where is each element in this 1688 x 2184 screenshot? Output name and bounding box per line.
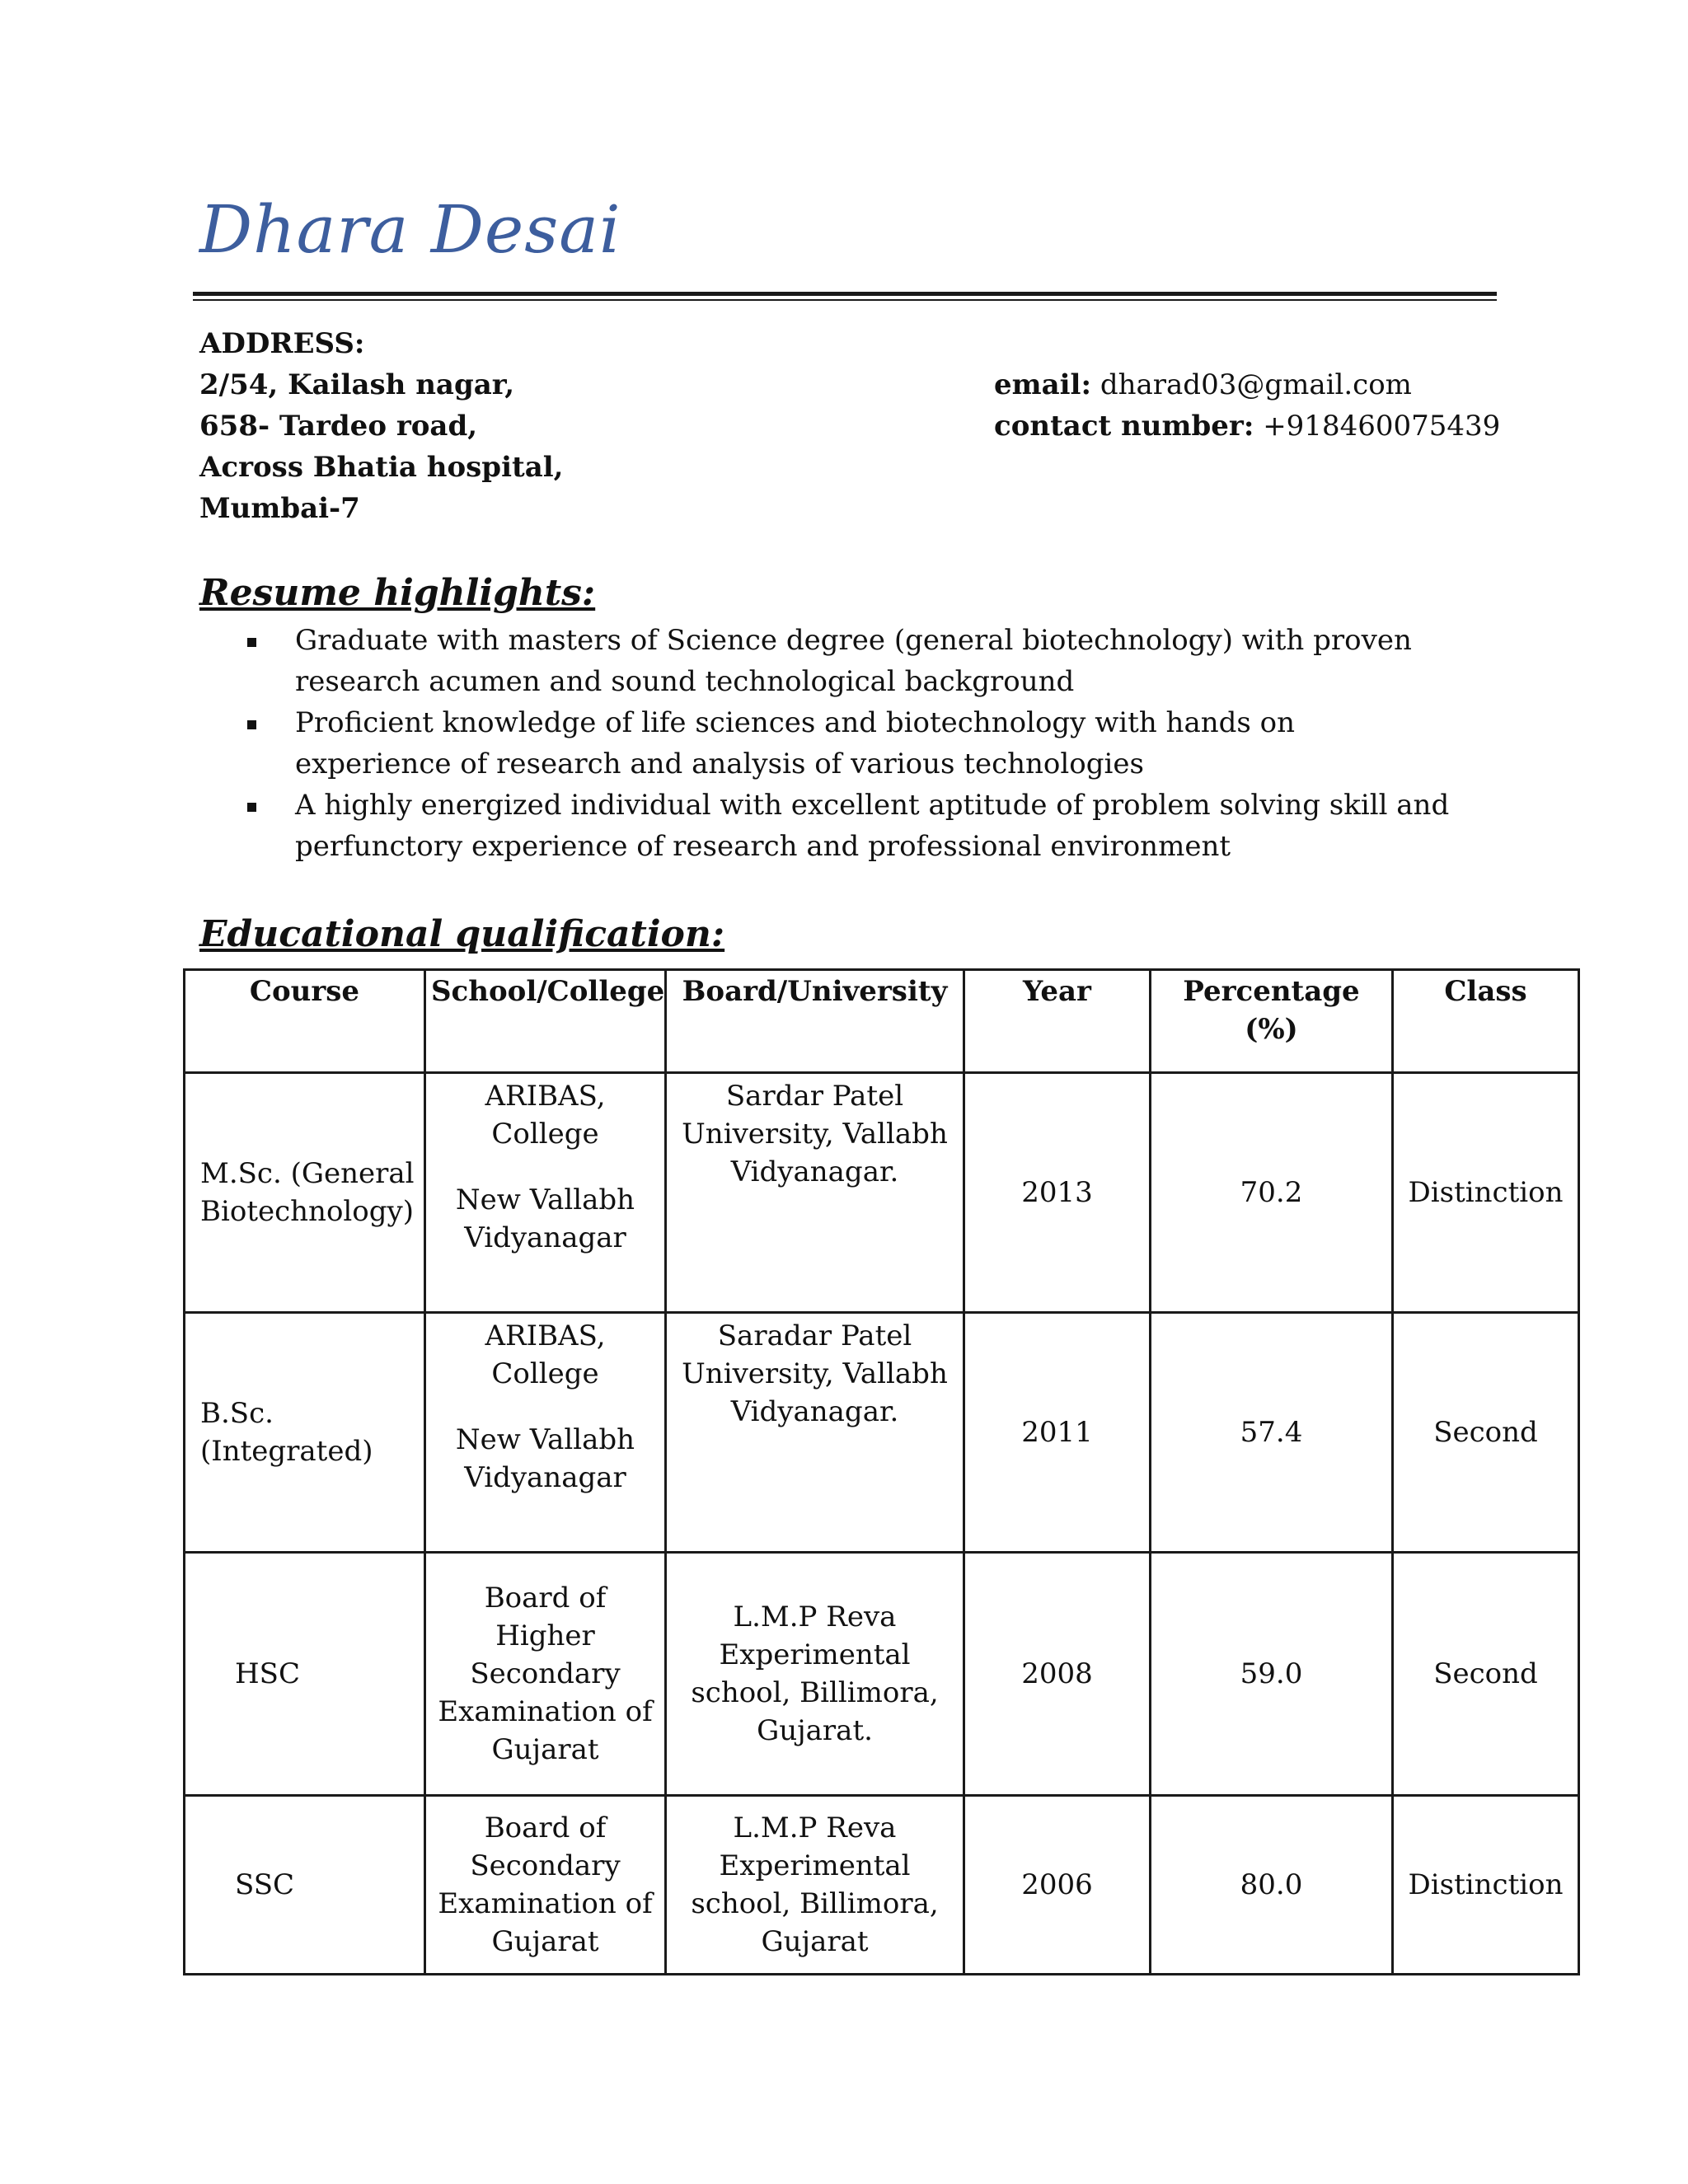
address-block xyxy=(199,323,564,529)
education-heading: Educational qualification: xyxy=(199,913,725,955)
school-cell xyxy=(425,1073,666,1313)
school-cell: Board of Secondary Examination of Gujarat xyxy=(425,1796,666,1975)
course-cell: HSC xyxy=(185,1553,425,1796)
phone-value: +918460075439 xyxy=(1263,410,1501,443)
board-cell: Saradar Patel University, Vallabh Vidyanagar. xyxy=(666,1313,964,1553)
header-percentage: Percentage (%) xyxy=(1151,970,1393,1073)
highlight-text: Proficient knowledge of life sciences and biotechnology with hands on experience of research and analysis of various technologies xyxy=(295,706,1295,780)
header-course: Course xyxy=(185,970,425,1073)
percentage-cell: 57.4 xyxy=(1151,1313,1393,1553)
address-line: Across Bhatia hospital, xyxy=(199,451,564,484)
table-row xyxy=(185,1313,1579,1553)
highlight-item xyxy=(247,785,1451,867)
table-row xyxy=(185,1796,1579,1975)
highlight-text: Graduate with masters of Science degree (general biotechnology) with proven research acumen and sound technological background xyxy=(295,624,1412,698)
header-board: Board/University xyxy=(666,970,964,1073)
school-cell xyxy=(425,1313,666,1553)
class-cell: Second xyxy=(1393,1313,1579,1553)
percentage-cell: 80.0 xyxy=(1151,1796,1393,1975)
school-location: New Vallabh Vidyanagar xyxy=(455,1423,635,1494)
highlight-item xyxy=(247,702,1451,785)
table-row xyxy=(185,1073,1579,1313)
address-line: 2/54, Kailash nagar, xyxy=(199,368,515,401)
highlight-item xyxy=(247,620,1451,702)
course-cell: B.Sc. (Integrated) xyxy=(185,1313,425,1553)
header-class: Class xyxy=(1393,970,1579,1073)
percentage-cell: 70.2 xyxy=(1151,1073,1393,1313)
board-cell: L.M.P Reva Experimental school, Billimora, Gujarat. xyxy=(666,1553,964,1796)
year-cell: 2006 xyxy=(964,1796,1151,1975)
contact-block xyxy=(994,364,1500,447)
year-cell: 2011 xyxy=(964,1313,1151,1553)
square-bullet-icon xyxy=(247,638,256,647)
class-cell: Distinction xyxy=(1393,1796,1579,1975)
candidate-name: Dhara Desai xyxy=(199,191,621,268)
email-line xyxy=(994,364,1500,405)
address-label: ADDRESS: xyxy=(199,327,365,360)
education-table xyxy=(183,968,1580,1975)
table-row xyxy=(185,1553,1579,1796)
course-cell: SSC xyxy=(185,1796,425,1975)
header-divider-thick xyxy=(193,292,1497,296)
class-cell: Second xyxy=(1393,1553,1579,1796)
school-cell: Board of Higher Secondary Examination of Gujarat xyxy=(425,1553,666,1796)
square-bullet-icon xyxy=(247,803,256,812)
phone-label: contact number: xyxy=(994,410,1254,443)
year-cell: 2013 xyxy=(964,1073,1151,1313)
school-name: ARIBAS, College xyxy=(485,1080,606,1151)
board-cell: Sardar Patel University, Vallabh Vidyanagar. xyxy=(666,1073,964,1313)
year-cell: 2008 xyxy=(964,1553,1151,1796)
school-location: New Vallabh Vidyanagar xyxy=(455,1183,635,1254)
board-cell: L.M.P Reva Experimental school, Billimora, Gujarat xyxy=(666,1796,964,1975)
phone-line xyxy=(994,405,1500,447)
school-name: ARIBAS, College xyxy=(485,1319,606,1390)
email-value: dharad03@gmail.com xyxy=(1100,368,1412,401)
address-line: 658- Tardeo road, xyxy=(199,410,478,443)
percentage-cell: 59.0 xyxy=(1151,1553,1393,1796)
highlights-list xyxy=(247,620,1451,867)
highlight-text: A highly energized individual with excellent aptitude of problem solving skill and perfunctory experience of research and professional environment xyxy=(295,789,1450,863)
table-header-row xyxy=(185,970,1579,1073)
class-cell: Distinction xyxy=(1393,1073,1579,1313)
address-line: Mumbai-7 xyxy=(199,492,360,525)
square-bullet-icon xyxy=(247,720,256,729)
header-year: Year xyxy=(964,970,1151,1073)
email-label: email: xyxy=(994,368,1092,401)
highlights-heading: Resume highlights: xyxy=(199,572,596,614)
header-school: School/College xyxy=(425,970,666,1073)
header-divider-thin xyxy=(193,299,1497,301)
course-cell: M.Sc. (General Biotechnology) xyxy=(185,1073,425,1313)
